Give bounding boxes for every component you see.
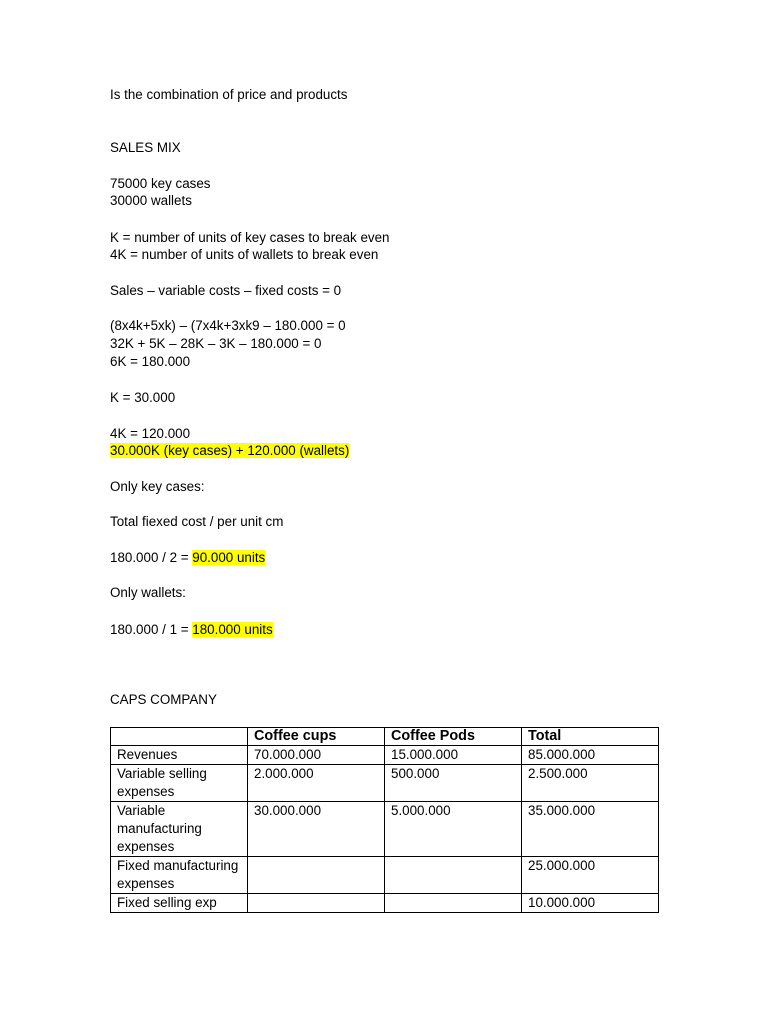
table-cell: 2.000.000: [248, 765, 385, 802]
calculation-line: (8x4k+5xk) – (7x4k+3xk9 – 180.000 = 0: [110, 318, 346, 333]
wallets-calc-result: 180.000 units: [192, 622, 273, 637]
k-value-line: K = 30.000: [110, 390, 176, 405]
table-cell: 30.000.000: [248, 802, 385, 857]
only-wallets-title: Only wallets:: [110, 585, 186, 600]
highlighted-result: 30.000K (key cases) + 120.000 (wallets): [110, 443, 350, 458]
wallets-calc-line: [110, 621, 273, 639]
table-row: [111, 857, 659, 894]
table-cell: 35.000.000: [522, 802, 659, 857]
sales-mix-heading: SALES MIX: [110, 140, 181, 155]
key-cases-calc-line: [110, 549, 265, 567]
result-line: [110, 442, 349, 460]
table-header-cell: [111, 728, 248, 746]
table-cell: Variable selling expenses: [111, 765, 248, 802]
table-cell: [248, 894, 385, 913]
table-row: [111, 765, 659, 802]
equation-line: Sales – variable costs – fixed costs = 0: [110, 283, 342, 298]
calculation-line: 32K + 5K – 28K – 3K – 180.000 = 0: [110, 336, 322, 351]
sales-mix-item: 75000 key cases: [110, 176, 211, 191]
definition-line: K = number of units of key cases to break even: [110, 230, 390, 245]
table-row: [111, 746, 659, 765]
key-cases-calc-prefix: 180.000 / 2 =: [110, 550, 193, 565]
table-header-cell: Total: [522, 728, 659, 746]
formula-line: Total fiexed cost / per unit cm: [110, 514, 284, 529]
definition-line: 4K = number of units of wallets to break even: [110, 247, 379, 262]
table-row: [111, 894, 659, 913]
table-cell: Fixed selling exp: [111, 894, 248, 913]
table-cell: Fixed manufacturing expenses: [111, 857, 248, 894]
table-cell: 500.000: [385, 765, 522, 802]
table-cell: 5.000.000: [385, 802, 522, 857]
caps-company-title: CAPS COMPANY: [110, 692, 217, 707]
table-cell: 70.000.000: [248, 746, 385, 765]
table-cell: Variable manufacturing expenses: [111, 802, 248, 857]
only-key-cases-title: Only key cases:: [110, 479, 205, 494]
table-cell: 2.500.000: [522, 765, 659, 802]
sales-mix-item: 30000 wallets: [110, 193, 192, 208]
table-header-cell: Coffee cups: [248, 728, 385, 746]
table-row: [111, 802, 659, 857]
table-cell: [385, 894, 522, 913]
table-cell: 85.000.000: [522, 746, 659, 765]
caps-table: [110, 727, 659, 913]
table-cell: 15.000.000: [385, 746, 522, 765]
wallets-calc-prefix: 180.000 / 1 =: [110, 622, 193, 637]
table-cell: 25.000.000: [522, 857, 659, 894]
four-k-line: 4K = 120.000: [110, 426, 191, 441]
table-header-row: [111, 728, 659, 746]
calculation-line: 6K = 180.000: [110, 354, 191, 369]
table-cell: [385, 857, 522, 894]
table-cell: Revenues: [111, 746, 248, 765]
table-cell: [248, 857, 385, 894]
table-cell: 10.000.000: [522, 894, 659, 913]
intro-text: Is the combination of price and products: [110, 87, 348, 102]
table-header-cell: Coffee Pods: [385, 728, 522, 746]
key-cases-calc-result: 90.000 units: [192, 550, 266, 565]
